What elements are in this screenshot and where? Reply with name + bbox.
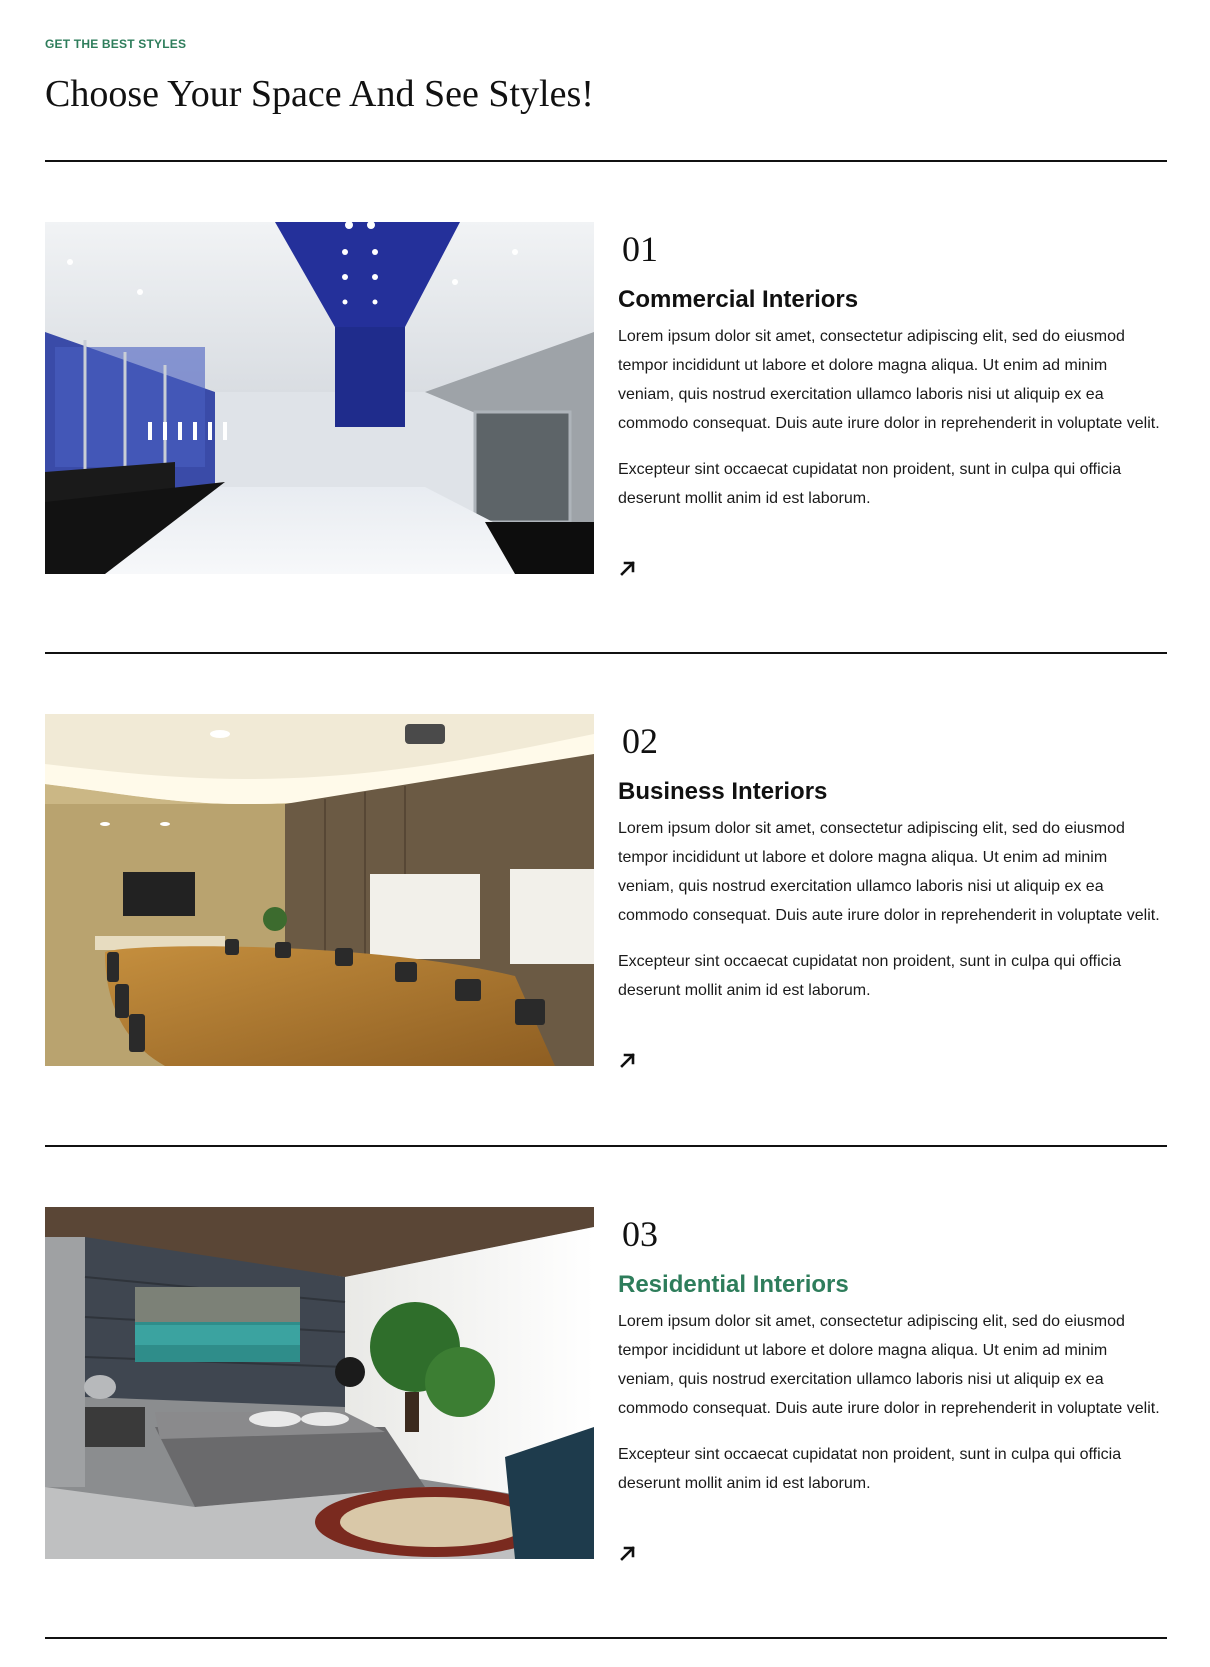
section-note: Excepteur sint occaecat cupidatat non proident, sunt in culpa qui officia deserunt mollit anim id est laborum. [618,461,1122,507]
arrow-up-right-icon[interactable] [618,558,638,578]
business-interior-photo[interactable] [45,714,594,1066]
commercial-interior-photo[interactable] [45,222,594,574]
section-title[interactable]: Residential Interiors [618,1271,849,1298]
arrow-up-right-icon[interactable] [618,1050,638,1070]
section-title[interactable]: Commercial Interiors [618,286,859,313]
page-title: Choose Your Space And See Styles! [45,73,594,115]
divider [45,1637,1167,1639]
style-card-business [45,714,1167,1066]
style-card-commercial [45,222,1167,574]
arrow-up-right-icon[interactable] [618,1543,638,1563]
section-note: Excepteur sint occaecat cupidatat non proident, sunt in culpa qui officia deserunt mollit anim id est laborum. [618,953,1122,999]
residential-interior-photo[interactable] [45,1207,594,1559]
section-eyebrow: GET THE BEST STYLES [45,37,187,51]
section-description: Lorem ipsum dolor sit amet, consectetur adipiscing elit, sed do eiusmod tempor incididunt ut labore et dolore magna aliqua. Ut enim ad minim veniam, quis nostrud exercitation ullamco laboris nisi ut aliquip ex ea commodo consequat. Duis aute irure dolor in reprehenderit in voluptate velit. [618,1313,1160,1417]
section-number: 02 [622,721,658,761]
divider [45,652,1167,654]
section-title[interactable]: Business Interiors [618,778,828,805]
section-note: Excepteur sint occaecat cupidatat non proident, sunt in culpa qui officia deserunt mollit anim id est laborum. [618,1446,1122,1492]
divider [45,1145,1167,1147]
section-number: 03 [622,1214,658,1254]
divider [45,160,1167,162]
section-description: Lorem ipsum dolor sit amet, consectetur adipiscing elit, sed do eiusmod tempor incididunt ut labore et dolore magna aliqua. Ut enim ad minim veniam, quis nostrud exercitation ullamco laboris nisi ut aliquip ex ea commodo consequat. Duis aute irure dolor in reprehenderit in voluptate velit. [618,820,1160,924]
section-description: Lorem ipsum dolor sit amet, consectetur adipiscing elit, sed do eiusmod tempor incididunt ut labore et dolore magna aliqua. Ut enim ad minim veniam, quis nostrud exercitation ullamco laboris nisi ut aliquip ex ea commodo consequat. Duis aute irure dolor in reprehenderit in voluptate velit. [618,328,1160,432]
section-number: 01 [622,229,658,269]
style-card-residential [45,1207,1167,1559]
